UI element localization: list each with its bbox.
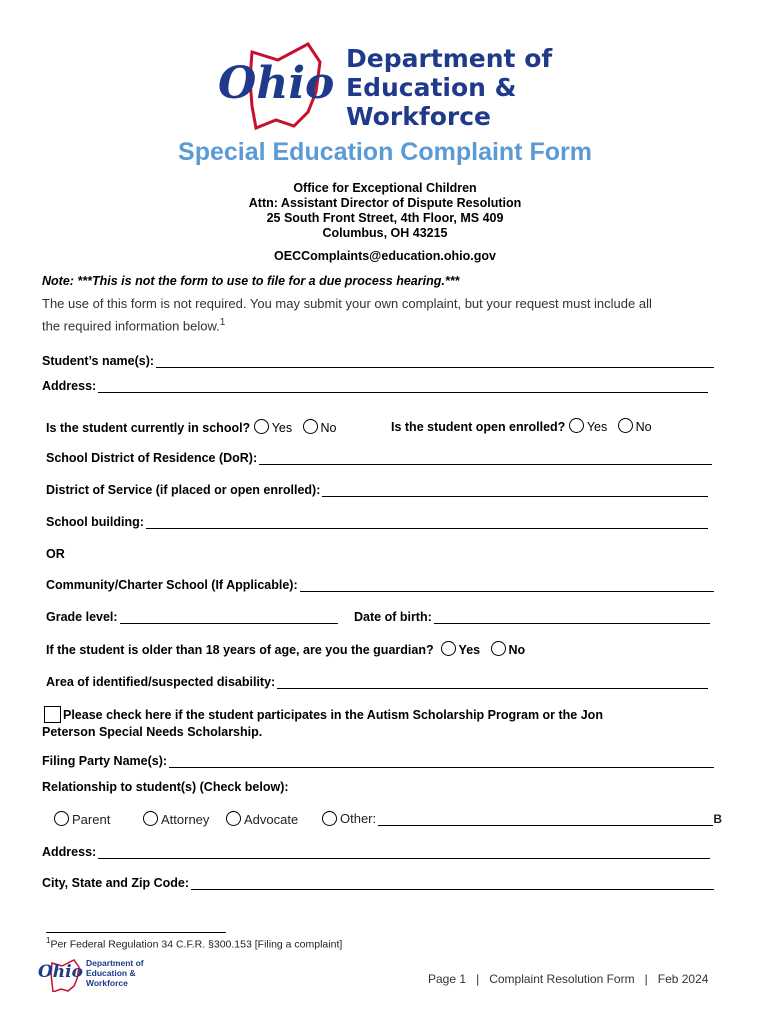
dor-field[interactable] <box>46 451 712 465</box>
filing-party-label: Filing Party Name(s): <box>42 754 168 768</box>
city-label: City, State and Zip Code: <box>42 876 189 890</box>
other-radio[interactable] <box>322 811 337 826</box>
building-line[interactable] <box>146 516 708 529</box>
parent-label: Parent <box>72 812 111 827</box>
in-school-question <box>46 419 337 435</box>
autism-checkbox[interactable] <box>44 706 61 723</box>
open-enrolled-question <box>391 418 652 434</box>
city-field[interactable] <box>42 876 714 890</box>
community-field[interactable] <box>46 578 714 592</box>
open-enrolled-no-label: No <box>635 420 652 434</box>
student-name-line[interactable] <box>156 355 714 368</box>
guardian-yes-label: Yes <box>458 643 481 657</box>
disability-label: Area of identified/suspected disability: <box>46 675 276 689</box>
address2-line[interactable] <box>98 846 710 859</box>
footnote-text: Per Federal Regulation 34 C.F.R. §300.153 [Filing a complaint] <box>50 938 343 951</box>
address-field[interactable] <box>42 379 708 393</box>
guardian-no-label: No <box>508 643 526 657</box>
in-school-yes-radio[interactable] <box>254 419 269 434</box>
attorney-label: Attorney <box>161 812 210 827</box>
student-name-field[interactable] <box>42 354 714 368</box>
grade-label: Grade level: <box>46 610 118 624</box>
form-date: Feb 2024 <box>657 972 709 986</box>
ohio-logo <box>216 40 336 132</box>
dor-label: School District of Residence (DoR): <box>46 451 258 465</box>
address-label: Address: <box>42 379 97 393</box>
intro-text-2-body: the required information below. <box>42 318 220 334</box>
building-field[interactable] <box>46 515 708 529</box>
or-label: OR <box>46 547 65 561</box>
footer-dept-line-1: Department of <box>86 958 144 968</box>
footnote-divider <box>46 932 226 933</box>
other-end-mark: B <box>713 812 722 826</box>
disability-line[interactable] <box>277 676 708 689</box>
autism-text-1: Please check here if the student participates in the Autism Scholarship Program or the Jon <box>63 708 603 722</box>
open-enrolled-no-radio[interactable] <box>618 418 633 433</box>
dor-line[interactable] <box>259 452 712 465</box>
dob-line[interactable] <box>434 611 710 624</box>
office-address <box>0 181 770 241</box>
attorney-radio[interactable] <box>143 811 158 826</box>
advocate-option <box>226 811 298 827</box>
footnote-number: 1 <box>46 936 51 945</box>
dept-line-3: Workforce <box>346 102 491 131</box>
contact-email[interactable]: OECComplaints@education.ohio.gov <box>274 249 496 263</box>
in-school-yes-label: Yes <box>271 421 293 435</box>
footnote <box>46 936 342 951</box>
open-enrolled-label: Is the student open enrolled? <box>391 420 566 434</box>
community-line[interactable] <box>300 579 714 592</box>
dept-line-2: Education & <box>346 73 517 102</box>
footer-logo <box>38 958 84 992</box>
footer-dept-line-3: Workforce <box>86 978 128 988</box>
guardian-label: If the student is older than 18 years of age, are you the guardian? <box>46 643 434 657</box>
parent-radio[interactable] <box>54 811 69 826</box>
building-label: School building: <box>46 515 144 529</box>
address-line: Office for Exceptional Children <box>293 181 477 195</box>
relationship-label: Relationship to student(s) (Check below): <box>42 780 289 794</box>
other-option <box>322 811 722 826</box>
student-name-label: Student’s name(s): <box>42 354 155 368</box>
in-school-no-label: No <box>320 421 337 435</box>
footer-separator: | <box>476 972 480 986</box>
footnote-ref: 1 <box>219 317 226 328</box>
page-number: Page 1 <box>428 972 467 986</box>
advocate-label: Advocate <box>244 812 299 827</box>
grade-field[interactable] <box>46 610 338 624</box>
address-line: Attn: Assistant Director of Dispute Resolution <box>248 196 522 210</box>
footer-separator: | <box>644 972 648 986</box>
address-line: Columbus, OH 43215 <box>322 226 448 240</box>
autism-text-2: Peterson Special Needs Scholarship. <box>42 725 263 739</box>
open-enrolled-yes-radio[interactable] <box>569 418 584 433</box>
intro-text-2 <box>42 317 225 333</box>
other-line[interactable] <box>378 813 713 826</box>
dob-field[interactable] <box>354 610 710 624</box>
filing-party-field[interactable] <box>42 754 714 768</box>
guardian-no-radio[interactable] <box>491 641 506 656</box>
form-name: Complaint Resolution Form <box>489 972 635 986</box>
address2-field[interactable] <box>42 845 710 859</box>
dos-line[interactable] <box>322 484 708 497</box>
address2-label: Address: <box>42 845 97 859</box>
address-line: 25 South Front Street, 4th Floor, MS 409 <box>266 211 504 225</box>
address-line-input[interactable] <box>98 380 708 393</box>
footer-dept-line-2: Education & <box>86 968 136 978</box>
relationship-options <box>54 811 110 827</box>
footer-ohio-word: Ohio <box>38 962 83 982</box>
in-school-label: Is the student currently in school? <box>46 421 251 435</box>
guardian-yes-radio[interactable] <box>441 641 456 656</box>
dos-field[interactable] <box>46 483 708 497</box>
community-label: Community/Charter School (If Applicable): <box>46 578 298 592</box>
footer-page-info <box>428 972 708 986</box>
disability-field[interactable] <box>46 675 708 689</box>
city-line[interactable] <box>191 877 714 890</box>
footer-dept-name <box>86 958 144 988</box>
dob-label: Date of birth: <box>354 610 432 624</box>
dos-label: District of Service (if placed or open enrolled): <box>46 483 321 497</box>
ohio-script-word: Ohio <box>218 58 335 109</box>
attorney-option <box>143 811 209 827</box>
page-title: Special Education Complaint Form <box>178 138 592 166</box>
dept-line-1: Department of <box>346 44 553 73</box>
grade-line[interactable] <box>120 611 338 624</box>
guardian-question <box>46 641 525 657</box>
dept-name <box>346 44 552 131</box>
filing-party-line[interactable] <box>169 755 714 768</box>
note-text: Note: ***This is not the form to use to file for a due process hearing.*** <box>42 274 460 288</box>
other-label: Other: <box>340 811 377 826</box>
intro-text-1: The use of this form is not required. You may submit your own complaint, but your request must include all <box>42 296 652 311</box>
advocate-radio[interactable] <box>226 811 241 826</box>
in-school-no-radio[interactable] <box>303 419 318 434</box>
open-enrolled-yes-label: Yes <box>586 420 608 434</box>
